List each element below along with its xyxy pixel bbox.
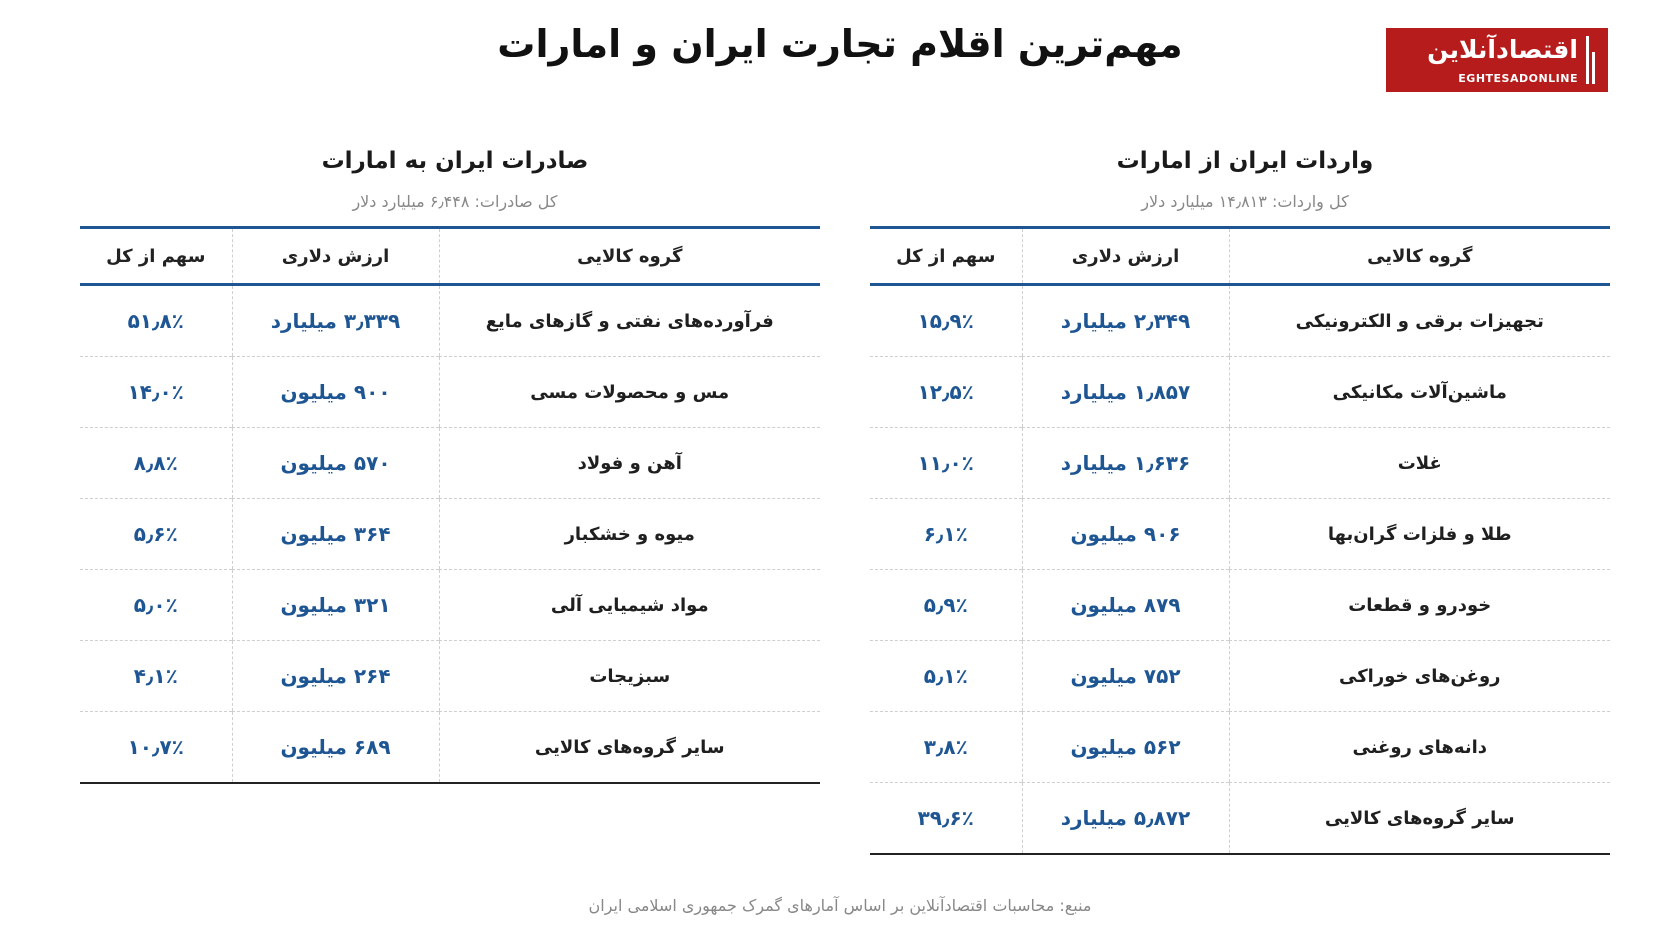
logo-bars-icon <box>1586 36 1596 84</box>
exports-table <box>80 226 820 784</box>
exports-title: صادرات ایران به امارات <box>321 148 589 174</box>
cell-group: سایر گروه‌های کالایی <box>439 712 820 784</box>
cell-value: ۲۶۴ میلیون <box>232 641 439 712</box>
header-value: ارزش دلاری <box>232 228 439 285</box>
table-row <box>80 570 820 641</box>
cell-group: خودرو و قطعات <box>1229 570 1610 641</box>
cell-group: مس و محصولات مسی <box>439 357 820 428</box>
cell-group: مواد شیمیایی آلی <box>439 570 820 641</box>
cell-group: سایر گروه‌های کالایی <box>1229 783 1610 855</box>
cell-value: ۳۲۱ میلیون <box>232 570 439 641</box>
cell-value: ۲٫۳۴۹ میلیارد <box>1022 285 1229 357</box>
table-row <box>870 285 1610 357</box>
cell-share: ۶٫۱٪ <box>870 499 1022 570</box>
cell-value: ۳٫۳۳۹ میلیارد <box>232 285 439 357</box>
cell-group: فرآورده‌های نفتی و گازهای مایع <box>439 285 820 357</box>
table-row <box>870 499 1610 570</box>
cell-group: میوه و خشکبار <box>439 499 820 570</box>
header-group: گروه کالایی <box>439 228 820 285</box>
cell-value: ۵۷۰ میلیون <box>232 428 439 499</box>
cell-share: ۴٫۱٪ <box>80 641 232 712</box>
table-row <box>870 783 1610 855</box>
table-row <box>80 641 820 712</box>
cell-share: ۵٫۶٪ <box>80 499 232 570</box>
cell-group: دانه‌های روغنی <box>1229 712 1610 783</box>
cell-value: ۱٫۶۳۶ میلیارد <box>1022 428 1229 499</box>
table-row <box>80 499 820 570</box>
table-row <box>870 428 1610 499</box>
page-title: مهم‌ترین اقلام تجارت ایران و امارات <box>497 22 1183 66</box>
logo-subtext: EGHTESADONLINE <box>1458 72 1578 85</box>
header-share: سهم از کل <box>80 228 232 285</box>
table-row <box>870 712 1610 783</box>
cell-group: آهن و فولاد <box>439 428 820 499</box>
header-share: سهم از کل <box>870 228 1022 285</box>
logo-text: اقتصادآنلاین <box>1427 35 1578 64</box>
header-group: گروه کالایی <box>1229 228 1610 285</box>
cell-value: ۳۶۴ میلیون <box>232 499 439 570</box>
cell-share: ۵۱٫۸٪ <box>80 285 232 357</box>
cell-share: ۳٫۸٪ <box>870 712 1022 783</box>
table-row <box>870 641 1610 712</box>
cell-share: ۸٫۸٪ <box>80 428 232 499</box>
cell-value: ۹۰۶ میلیون <box>1022 499 1229 570</box>
cell-share: ۱۰٫۷٪ <box>80 712 232 784</box>
cell-value: ۶۸۹ میلیون <box>232 712 439 784</box>
cell-group: تجهیزات برقی و الکترونیکی <box>1229 285 1610 357</box>
table-row <box>80 712 820 784</box>
cell-share: ۱۴٫۰٪ <box>80 357 232 428</box>
table-row <box>870 570 1610 641</box>
cell-share: ۱۱٫۰٪ <box>870 428 1022 499</box>
cell-group: غلات <box>1229 428 1610 499</box>
source-note: منبع: محاسبات اقتصادآنلاین بر اساس آمارهای گمرک جمهوری اسلامی ایران <box>588 896 1092 915</box>
cell-group: روغن‌های خوراکی <box>1229 641 1610 712</box>
imports-table <box>870 226 1610 855</box>
cell-value: ۵٫۸۷۲ میلیارد <box>1022 783 1229 855</box>
cell-value: ۷۵۲ میلیون <box>1022 641 1229 712</box>
cell-share: ۵٫۰٪ <box>80 570 232 641</box>
cell-share: ۱۵٫۹٪ <box>870 285 1022 357</box>
header-value: ارزش دلاری <box>1022 228 1229 285</box>
table-row <box>80 428 820 499</box>
cell-value: ۱٫۸۵۷ میلیارد <box>1022 357 1229 428</box>
exports-total: کل صادرات: ۶٫۴۴۸ میلیارد دلار <box>352 192 558 211</box>
cell-share: ۵٫۹٪ <box>870 570 1022 641</box>
table-row <box>870 357 1610 428</box>
cell-share: ۳۹٫۶٪ <box>870 783 1022 855</box>
cell-value: ۸۷۹ میلیون <box>1022 570 1229 641</box>
table-header-row <box>870 228 1610 285</box>
brand-logo[interactable] <box>1386 28 1608 92</box>
cell-share: ۱۲٫۵٪ <box>870 357 1022 428</box>
imports-total: کل واردات: ۱۴٫۸۱۳ میلیارد دلار <box>1141 192 1349 211</box>
cell-group: طلا و فلزات گران‌بها <box>1229 499 1610 570</box>
cell-group: سبزیجات <box>439 641 820 712</box>
cell-group: ماشین‌آلات مکانیکی <box>1229 357 1610 428</box>
cell-value: ۹۰۰ میلیون <box>232 357 439 428</box>
table-header-row <box>80 228 820 285</box>
table-row <box>80 357 820 428</box>
imports-title: واردات ایران از امارات <box>1116 148 1374 174</box>
cell-share: ۵٫۱٪ <box>870 641 1022 712</box>
table-row <box>80 285 820 357</box>
cell-value: ۵۶۲ میلیون <box>1022 712 1229 783</box>
